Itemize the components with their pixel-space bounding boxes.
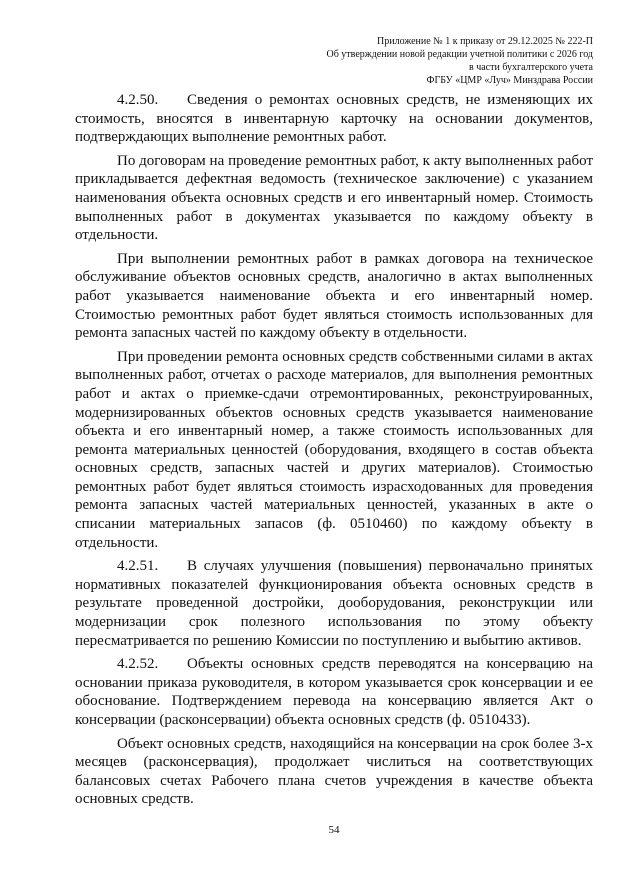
paragraph-text: По договорам на проведение ремонтных работ, к акту выполненных работ прикладывается дефектная ведомость (техническое заключение) с указанием наименования объекта основных средств и его инвентарный номер. Стоимость выполненных работ в документах указывается по каждому объекту в отдельности.: [75, 152, 593, 244]
document-header: [120, 35, 593, 87]
document-body: [75, 91, 593, 814]
paragraph-conservation-over-3-months: [75, 735, 593, 809]
header-line-2: Об утверждении новой редакции учетной политики с 2026 год: [326, 49, 593, 60]
header-line-4: ФГБУ «ЦМР «Луч» Минздрава России: [426, 75, 593, 86]
paragraph-contract-repairs: [75, 152, 593, 245]
paragraph-number: 4.2.50.: [117, 92, 159, 108]
paragraph-maintenance-contract: [75, 250, 593, 343]
paragraph-text: Сведения о ремонтах основных средств, не изменяющих их стоимость, вносятся в инвентарную карточку на основании документов, подтверждающих выполнение ремонтных работ.: [75, 92, 593, 146]
paragraph-inhouse-repairs: [75, 348, 593, 553]
paragraph-text: При проведении ремонта основных средств собственными силами в актах выполненных работ, отчетах о расходе материалов, для выполнения ремонтных работ и актах о приемке-сдачи отремонтированных, реконструированных, модернизированных объектов основных средств указывается наименование объекта и его инвентарный номер, а также стоимость использованных для ремонта материальных ценностей (оборудования, входящего в состав объекта основных средств, запасных частей и других материалов). Стоимостью ремонтных работ будет являться стоимость израсходованных для проведения ремонта запасных частей материальных ценностей, указанных в акте о списании материальных запасов (ф. 0510460) по каждому объекту в отдельности.: [75, 348, 593, 551]
paragraph-4-2-52: [75, 655, 593, 729]
paragraph-text: Объекты основных средств переводятся на консервацию на основании приказа руководителя, в котором указывается срок консервации и ее обоснование. Подтверждением перевода на консервацию является Акт о консервации (расконсервации) объекта основных средств (ф. 0510433).: [75, 656, 593, 728]
paragraph-text: При выполнении ремонтных работ в рамках договора на техническое обслуживание объектов основных средств, аналогично в актах выполненных работ указывается наименование объекта и его инвентарный номер. Стоимостью ремонтных работ будет являться стоимость использованных для ремонта запасных частей по каждому объекту в отдельности.: [75, 250, 593, 342]
paragraph-4-2-51: [75, 557, 593, 650]
header-line-1: Приложение № 1 к приказу от 29.12.2025 № 222-П: [377, 36, 593, 47]
header-line-3: в части бухгалтерского учета: [468, 62, 593, 73]
paragraph-text: В случаях улучшения (повышения) первоначально принятых нормативных показателей функционирования объекта основных средств в результате проведенной достройки, дооборудования, реконструкции или модернизации срок полезного использования по этому объекту пересматривается по решению Комиссии по поступлению и выбытию активов.: [75, 558, 593, 649]
paragraph-4-2-50: [75, 91, 593, 147]
page-footer: [75, 824, 593, 837]
page-number: 54: [328, 824, 340, 836]
paragraph-text: Объект основных средств, находящийся на консервации на срок более 3-х месяцев (расконсервация), продолжает числиться на соответствующих балансовых счетах Рабочего плана счетов учреждения в качестве объекта основных средств.: [75, 735, 593, 808]
paragraph-number: 4.2.52.: [117, 656, 159, 673]
paragraph-number: 4.2.51.: [117, 558, 159, 575]
